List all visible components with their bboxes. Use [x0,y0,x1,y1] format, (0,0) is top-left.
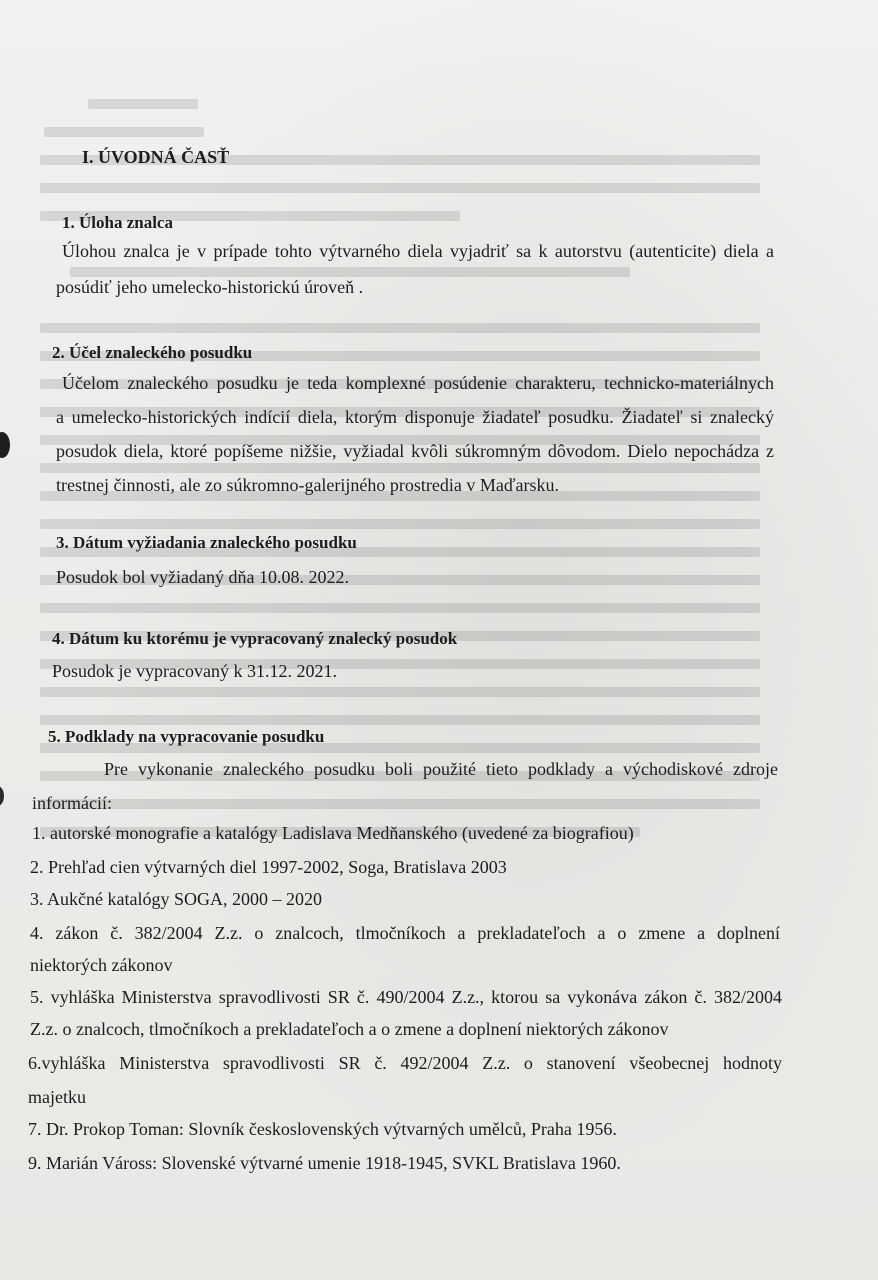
list-item: 7. Dr. Prokop Toman: Slovník československých výtvarných umělců, Praha 1956. [28,1119,617,1139]
list-item: 1. autorské monografie a katalógy Ladislava Medňanského (uvedené za biografiou) [32,823,634,843]
paragraph-line: trestnej činnosti, ale zo súkromno-galerijného prostredia v Maďarsku. [56,475,559,495]
heading-request-date: 3. Dátum vyžiadania znaleckého posudku [56,533,357,552]
section-title: I. ÚVODNÁ ČASŤ [82,147,230,167]
heading-valuation-date: 4. Dátum ku ktorému je vypracovaný znalecký posudok [52,629,458,648]
paragraph-line: Úlohou znalca je v prípade tohto výtvarného diela vyjadriť sa k autorstvu (autenticite) diela a [62,241,774,261]
heading-purpose: 2. Účel znaleckého posudku [52,343,253,362]
paragraph-line: posudok diela, ktoré popíšeme nižšie, vyžiadal kvôli súkromným dôvodom. Dielo nepochádza z [56,441,774,461]
list-item: 4. zákon č. 382/2004 Z.z. o znalcoch, tlmočníkoch a prekladateľoch a o zmene a doplnení [30,923,780,943]
list-item: 2. Prehľad cien výtvarných diel 1997-2002, Soga, Bratislava 2003 [30,857,507,877]
paragraph-line: Posudok bol vyžiadaný dňa 10.08. 2022. [56,567,349,587]
heading-task: 1. Úloha znalca [62,213,173,232]
paragraph-line: Posudok je vypracovaný k 31.12. 2021. [52,661,337,681]
list-item: 5. vyhláška Ministerstva spravodlivosti SR č. 490/2004 Z.z., ktorou sa vykonáva zákon č. 382/2004 [30,987,782,1007]
list-item-continuation: niektorých zákonov [30,955,173,975]
paragraph-line: a umelecko-historických indícií diela, ktorým disponuje žiadateľ posudku. Žiadateľ si znalecký [56,407,774,427]
heading-sources: 5. Podklady na vypracovanie posudku [48,727,325,746]
paragraph-line: posúdiť jeho umelecko-historickú úroveň . [56,277,364,297]
paragraph-line: Pre vykonanie znaleckého posudku boli použité tieto podklady a východiskové zdroje [104,759,778,779]
list-item: 9. Marián Váross: Slovenské výtvarné umenie 1918-1945, SVKL Bratislava 1960. [28,1153,621,1173]
list-item-continuation: majetku [28,1087,86,1107]
paragraph-line: informácií: [32,793,112,813]
list-item: 3. Aukčné katalógy SOGA, 2000 – 2020 [30,889,322,909]
list-item-continuation: Z.z. o znalcoch, tlmočníkoch a prekladateľoch a o zmene a doplnení niektorých zákonov [30,1019,669,1039]
list-item: 6.vyhláška Ministerstva spravodlivosti SR č. 492/2004 Z.z. o stanovení všeobecnej hodnoty [28,1053,782,1073]
paragraph-line: Účelom znaleckého posudku je teda komplexné posúdenie charakteru, technicko-materiálnych [62,373,774,393]
